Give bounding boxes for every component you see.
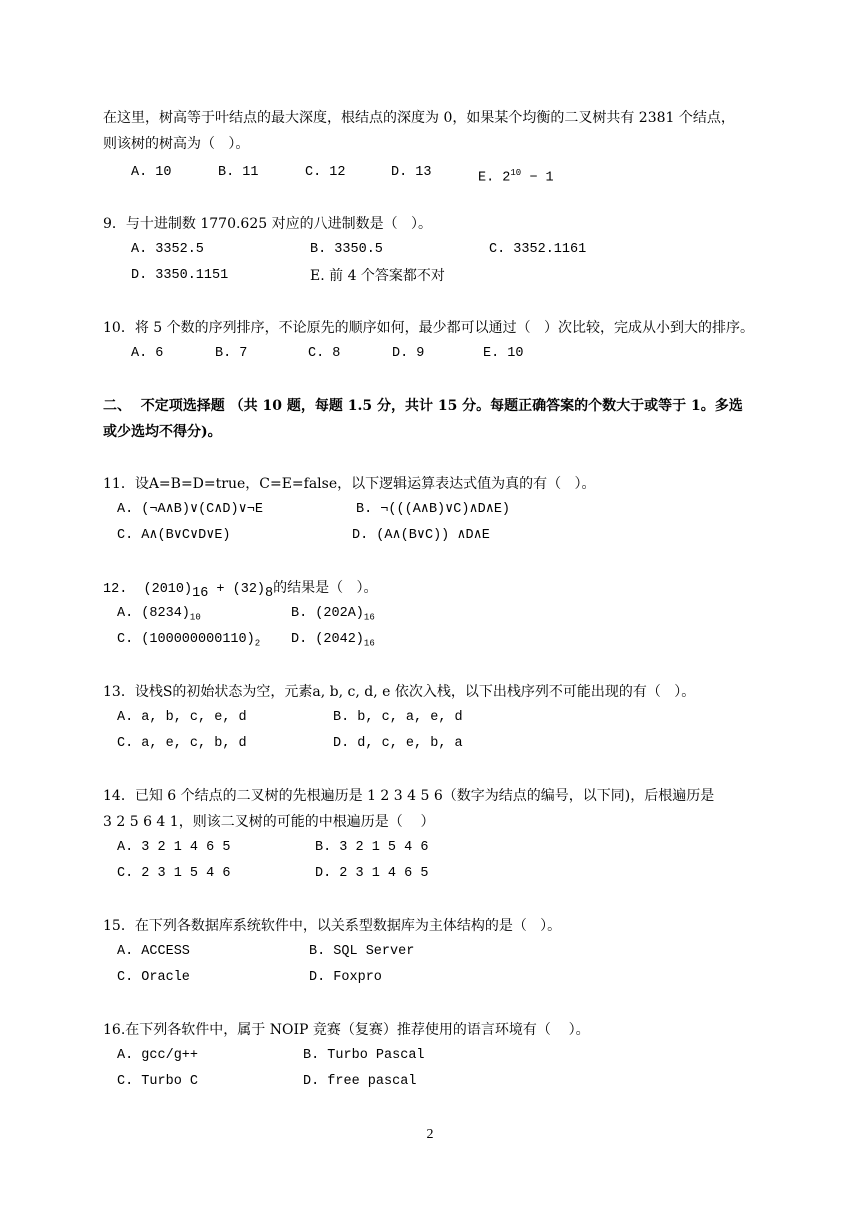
q14-stem-line1: 14．已知 6 个结点的二叉树的先根遍历是 1 2 3 4 5 6（数字为结点的编号，以下同)，后根遍历是 bbox=[103, 788, 715, 804]
q8-stem-line2: 则该树的树高为（ ）。 bbox=[103, 136, 250, 152]
q8-option-b: B. 11 bbox=[218, 165, 259, 180]
q8-option-c: C. 12 bbox=[305, 165, 346, 180]
q9-option-d: D. 3350.1151 bbox=[131, 268, 229, 283]
q12-option-a: A. $(8234)_{10}$ bbox=[117, 606, 201, 623]
q11-option-d: D. (A∧(B∨C)) ∧D∧E bbox=[352, 528, 490, 543]
q13-option-c: C. a, e, c, b, d bbox=[117, 736, 247, 751]
q10-option-b: B. 7 bbox=[215, 346, 248, 361]
q12-option-d: D. $(2042)_{16}$ bbox=[291, 632, 375, 649]
q11-option-c: C. A∧(B∨C∨D∨E) bbox=[117, 528, 231, 543]
q9-option-e: E. 前 4 个答案都不对 bbox=[310, 268, 445, 284]
q9-option-c: C. 3352.1161 bbox=[489, 242, 587, 257]
q10-option-c: C. 8 bbox=[308, 346, 341, 361]
q8-option-a: A. 10 bbox=[131, 165, 172, 180]
q9-option-a: A. 3352.5 bbox=[131, 242, 204, 257]
section-2-heading-line1: 二、 不定项选择题 （共 10 题，每题 1.5 分，共计 15 分。每题正确答案的个数大于或等于 1。多选 bbox=[103, 398, 743, 414]
q13-option-b: B. b, c, a, e, d bbox=[333, 710, 463, 725]
q8-option-d: D. 13 bbox=[391, 165, 432, 180]
q15-option-b: B. SQL Server bbox=[309, 944, 415, 959]
q15-option-d: D. Foxpro bbox=[309, 970, 382, 985]
q14-option-c: C. 2 3 1 5 4 6 bbox=[117, 866, 231, 881]
q16-option-b: B. Turbo Pascal bbox=[303, 1048, 425, 1063]
q16-stem: 16.在下列各软件中，属于 NOIP 竞赛（复赛）推荐使用的语言环境有（ ）。 bbox=[103, 1022, 590, 1038]
q10-option-e: E. 10 bbox=[483, 346, 524, 361]
page-number: 2 bbox=[426, 1127, 434, 1142]
q15-stem: 15．在下列各数据库系统软件中，以关系型数据库为主体结构的是（ ）。 bbox=[103, 918, 562, 934]
q11-option-b: B. ¬(((A∧B)∨C)∧D∧E) bbox=[356, 502, 511, 517]
q14-stem-line2: 3 2 5 6 4 1，则该二叉树的可能的中根遍历是（ ） bbox=[103, 814, 435, 830]
q15-option-a: A. ACCESS bbox=[117, 944, 190, 959]
q14-option-b: B. 3 2 1 5 4 6 bbox=[315, 840, 429, 855]
q11-option-a: A. (¬A∧B)∨(C∧D)∨¬E bbox=[117, 502, 263, 517]
q16-option-d: D. free pascal bbox=[303, 1074, 417, 1089]
q13-stem: 13．设栈S的初始状态为空，元素a, b, c, d, e 依次入栈，以下出栈序列不可能出现的有（ ）。 bbox=[103, 684, 696, 700]
q12-option-c: C. $(100000000110)_2$ bbox=[117, 632, 261, 649]
q11-stem: 11．设A=B=D=true，C=E=false，以下逻辑运算表达式值为真的有（ ）。 bbox=[103, 476, 596, 492]
section-2-heading-line2: 或少选均不得分)。 bbox=[103, 424, 222, 440]
q12-stem: 12. $(2010)_{16} + (32)_8$的结果是（ ）。 bbox=[103, 580, 378, 601]
q13-option-d: D. d, c, e, b, a bbox=[333, 736, 463, 751]
q16-option-c: C. Turbo C bbox=[117, 1074, 199, 1089]
q10-option-a: A. 6 bbox=[131, 346, 164, 361]
q8-stem-line1: 在这里，树高等于叶结点的最大深度，根结点的深度为 0，如果某个均衡的二叉树共有 2381 个结点， bbox=[103, 110, 735, 126]
q13-option-a: A. a, b, c, e, d bbox=[117, 710, 247, 725]
q12-option-b: B. $(202A)_{16}$ bbox=[291, 606, 375, 623]
q10-stem: 10．将 5 个数的序列排序，不论原先的顺序如何，最少都可以通过（ ）次比较，完成从小到大的排序。 bbox=[103, 320, 754, 336]
q14-option-d: D. 2 3 1 4 6 5 bbox=[315, 866, 429, 881]
q10-option-d: D. 9 bbox=[392, 346, 425, 361]
q9-stem: 9．与十进制数 1770.625 对应的八进制数是（ ）。 bbox=[103, 216, 432, 232]
q9-option-b: B. 3350.5 bbox=[310, 242, 383, 257]
q15-option-c: C. Oracle bbox=[117, 970, 190, 985]
q8-option-e: E. $2^{10} - 1$ bbox=[478, 168, 554, 186]
q16-option-a: A. gcc/g++ bbox=[117, 1048, 199, 1063]
q14-option-a: A. 3 2 1 4 6 5 bbox=[117, 840, 231, 855]
